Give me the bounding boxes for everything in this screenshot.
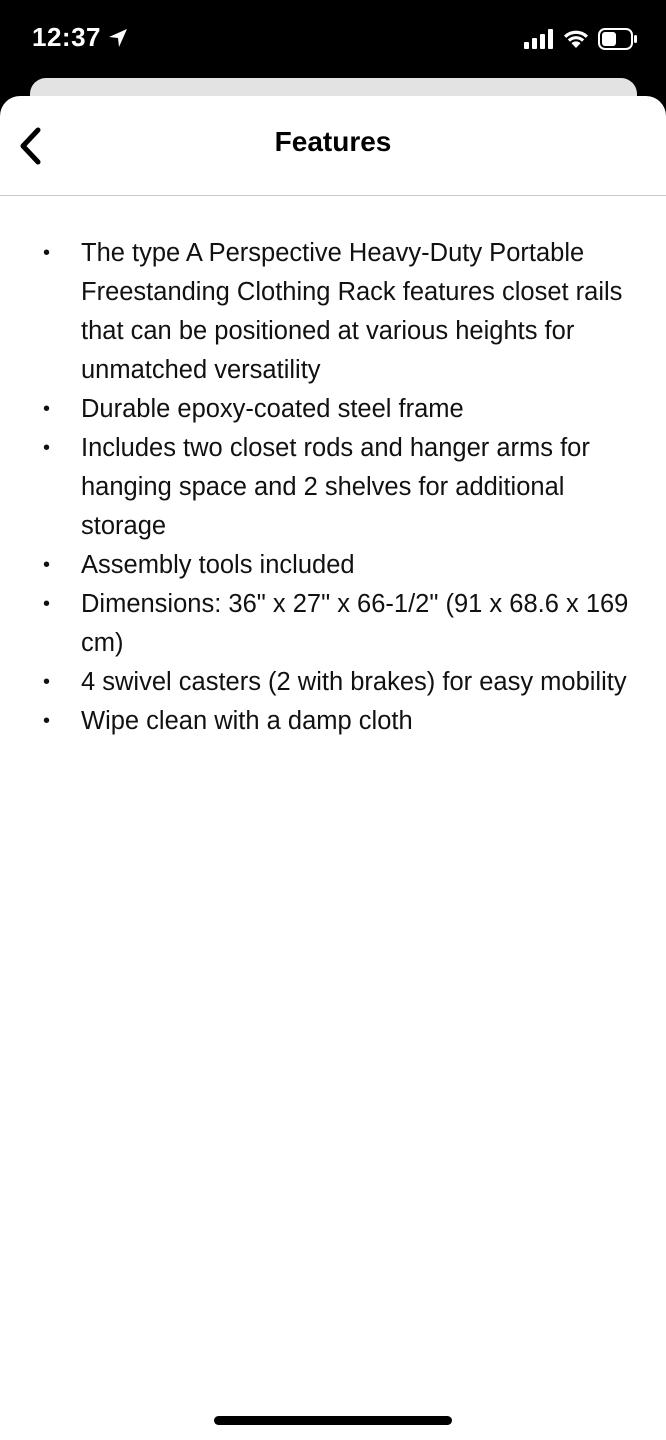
feature-text: Assembly tools included <box>81 551 355 579</box>
list-item <box>0 585 636 663</box>
bullet-icon: • <box>43 437 51 459</box>
list-item <box>0 546 636 585</box>
nav-bar <box>0 96 666 196</box>
features-list <box>0 196 666 741</box>
feature-text: The type A Perspective Heavy-Duty Portable Freestanding Clothing Rack features closet rails that can be positioned at various heights for unmatched versatility <box>81 239 623 384</box>
bullet-icon: • <box>43 710 51 732</box>
feature-text: Dimensions: 36" x 27" x 66-1/2" (91 x 68.6 x 169 cm) <box>81 590 629 657</box>
feature-text: Includes two closet rods and hanger arms for hanging space and 2 shelves for additional storage <box>81 434 590 540</box>
status-bar <box>0 0 666 80</box>
features-sheet <box>0 96 666 1440</box>
list-item <box>0 663 636 702</box>
location-arrow-icon <box>107 27 129 49</box>
feature-text: 4 swivel casters (2 with brakes) for easy mobility <box>81 668 627 696</box>
bullet-icon: • <box>43 398 51 420</box>
feature-text: Wipe clean with a damp cloth <box>81 707 413 735</box>
list-item <box>0 390 636 429</box>
battery-icon <box>598 28 638 50</box>
home-indicator[interactable] <box>214 1416 452 1425</box>
status-time-text: 12:37 <box>32 22 101 52</box>
list-item <box>0 429 636 546</box>
wifi-icon <box>562 29 590 49</box>
list-item <box>0 702 636 741</box>
status-icons <box>524 28 638 50</box>
bullet-icon: • <box>43 554 51 576</box>
status-time <box>32 22 129 53</box>
cellular-signal-icon <box>524 29 554 49</box>
bullet-icon: • <box>43 242 51 264</box>
bullet-icon: • <box>43 671 51 693</box>
list-item <box>0 234 636 390</box>
page-title: Features <box>274 126 392 157</box>
bullet-icon: • <box>43 593 51 615</box>
feature-text: Durable epoxy-coated steel frame <box>81 395 464 423</box>
